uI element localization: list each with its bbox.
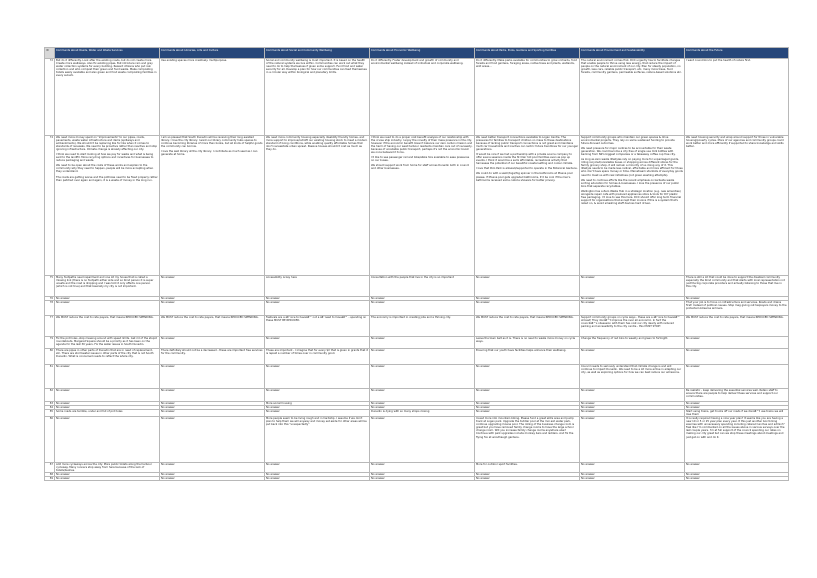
comment-text: Dunedin is dying with so many shops closing <box>371 410 430 414</box>
comment-text: These are important - I imagine that for every $X that is given in grants that it is repaid a number of times over in community good. <box>266 349 368 356</box>
comment-text: No answer <box>56 402 70 406</box>
row-id: 75 <box>45 276 55 297</box>
header-row <box>45 48 789 59</box>
comment-text: No answer <box>581 297 595 300</box>
comment-text: No answer <box>581 473 595 477</box>
table-cell <box>160 410 265 417</box>
column-header-economic: Comments about Economic Wellbeing <box>370 48 475 59</box>
table-cell <box>475 389 580 402</box>
table-cell <box>475 410 580 417</box>
table-cell <box>475 136 580 276</box>
table-body <box>45 59 789 481</box>
comment-text: We need to be open about the costs of these works and explain to the community why they need to happen, people will be more accepting when they understand. <box>56 164 154 174</box>
row-id: 80 <box>45 349 55 365</box>
comment-text: It is really required having a nine year plan? It seems like you are having a new 10 or 5 or 25 year plan every year. It this just another box ticking exercise with unnecessary spending including catered lunches and admin?? Feel like I'm commented on all the issues above in various surveys over the last couple years. I'm at full support of the council spending our rates on making our city great but can we stop these meetings about meetings and just get on with and do it. <box>686 417 785 439</box>
comment-text: More for outdoor sport facilities. <box>476 463 518 467</box>
table-cell <box>55 365 160 389</box>
table-cell <box>685 477 789 481</box>
comment-text: No answer <box>476 297 490 300</box>
table-row <box>45 410 789 417</box>
table-cell <box>265 276 370 297</box>
comment-text: We need housing security and wrap around support for those in vulnerable housing/poverty cycles. More of our agencies and community groups could work better and more efficiently if supported to share knowledge and skills better. <box>686 136 784 149</box>
comment-text: It would be nice if we had a partnership with a private source company to offer sauna sessions inside the St Clair hot pool facilities even as pop up events. I think it would be a semi affordable, recreational activity that harnesses the potential of our beautiful coastal setting and cooler climate. <box>476 153 574 166</box>
table-cell <box>265 301 370 316</box>
comment-text: No answer <box>266 477 280 481</box>
table-cell <box>580 477 685 481</box>
comment-text: No answer <box>581 301 595 305</box>
table-cell <box>370 349 475 365</box>
comment-text: There are pipes in other parts of Dunedin that are in need of replacement, etc. There are stormwater issues in other parts of the city that is not South Dunedin. What is concerned needs to reflect the whole city. <box>56 349 154 359</box>
comment-text: No answer <box>266 365 280 369</box>
table-cell <box>160 477 265 481</box>
comment-text: Change the frequency of red bins to weekly and green to fortnight. <box>581 337 669 341</box>
row-id: 89 <box>45 477 55 481</box>
table-cell <box>370 417 475 463</box>
table-cell <box>580 337 685 349</box>
comment-text: No answer <box>371 477 385 481</box>
comment-text: No answer <box>161 406 175 410</box>
comment-text: No answer <box>686 463 700 467</box>
table-cell <box>370 337 475 349</box>
row-id: 72 <box>45 59 55 136</box>
comment-text: Council needs to seriously understand that climate change is and will continue to impact Dunedin. We need to be a lot more active in adapting our city, as well as exploring options for how we can best reduce our emissions. <box>581 365 682 375</box>
column-header-future: Comments about the Future <box>685 48 789 59</box>
comment-text: No answer <box>161 402 175 406</box>
table-row <box>45 59 789 136</box>
comment-text: No answer <box>161 365 175 369</box>
row-id: 84 <box>45 406 55 410</box>
row-id: 79 <box>45 337 55 349</box>
table-cell <box>475 59 580 136</box>
comment-text: No answer <box>161 417 175 421</box>
table-cell <box>160 337 265 349</box>
comment-text: No answer <box>266 301 280 305</box>
comment-text: Accessibility is key here <box>266 276 297 279</box>
table-cell <box>55 417 160 463</box>
table-cell <box>580 417 685 463</box>
comment-text: No answer <box>161 389 175 393</box>
table-row <box>45 301 789 316</box>
column-header-roads-water-waste: Comments about Roads, Water and Waste Services <box>55 48 160 59</box>
comment-text: Wellington has a Zero Waste Hub in a strategic location (e.g. new amenities) alongside repair cafe with preloved appliances store & tools for DIY plastic free packaging. I'd love to see this here. DCC should offer long term financial support for organisations that accept their invoice if this is a system that's relied on, & avoid smashing staff devices hard driven. <box>581 189 682 205</box>
table-row <box>45 276 789 297</box>
comment-text: Support community groups on cycle ways - these are a â€˜nice to haveâ€™ at best! They donâ€™t improve the over all economic. In fact the councilâ€™s obsession with them has cost our city dearly with reduced parking and accessibility to the city centre - this MUST STOP! <box>581 316 680 329</box>
table-cell <box>265 349 370 365</box>
comment-text: We need pressure for major centres to be accountable for their waste generation. We could become a city free of single use milk bottles with backing from NZ's biggest companies or a takeaway coffee cup free city. <box>581 147 676 157</box>
table-cell <box>160 417 265 463</box>
comment-text: The roads are getting worse and the potholes need to be fixed properly rather than patched over again and again, it is a waste of money in the long run. <box>56 175 158 182</box>
comment-text: Social and community wellbeing is most important. It is based on the health of the natural systems we live within. Communities can work out what they need to do to help themselves if given some support. Fund food and water security for all. Develop a plan for how our communities can feed themselves in a circular way within biological and planetary limits. <box>266 59 367 75</box>
table-cell <box>685 410 789 417</box>
table-cell <box>55 389 160 402</box>
comment-text: Do it differently. Make parks available for communities to grow orchards, food forests and food gardens, foraging areas, native trees and plants, wetlands, wild areas... <box>476 59 577 69</box>
comment-text: No answer <box>371 297 385 300</box>
table-cell <box>160 365 265 389</box>
comment-text: No answer <box>266 473 280 477</box>
row-id: 76 <box>45 297 55 301</box>
table-cell <box>685 349 789 365</box>
table-cell <box>685 365 789 389</box>
column-header-environment: Comments about Environment and Sustainability <box>580 48 685 59</box>
comment-text: No answer <box>371 365 385 369</box>
table-cell <box>160 301 265 316</box>
comment-text: No answer <box>266 389 280 393</box>
row-id: 88 <box>45 473 55 477</box>
table-cell <box>475 301 580 316</box>
comment-text: There is still a lot that could be done to support the disabled community especially the blind community and that starts with local representation not just the big corporate providers and actually listening to those that live in this city. <box>686 276 785 289</box>
comment-text: I love the well library at the city library. I contribute as much seed as I can generate at home. <box>161 150 258 157</box>
comment-text: No answer <box>581 402 595 406</box>
comment-text: We MUST reduce the cost to rate payers, that means REDUCED SPENDING. <box>56 316 154 320</box>
table-row <box>45 477 789 481</box>
table-cell <box>55 463 160 473</box>
comment-text: No answer <box>581 477 595 481</box>
table-cell <box>475 337 580 349</box>
comment-text: No answer <box>476 365 490 369</box>
comment-text: No answer <box>56 297 70 300</box>
table-cell <box>265 463 370 473</box>
table-cell <box>265 59 370 136</box>
comment-text: No answer <box>161 301 175 305</box>
table-cell <box>370 59 475 136</box>
comment-text: No answer <box>161 473 175 477</box>
table-cell <box>265 337 370 349</box>
comment-text: No answer <box>56 301 70 305</box>
comment-text: No answer <box>56 389 70 393</box>
table-cell <box>55 136 160 276</box>
comment-text: No answer <box>371 406 385 410</box>
comment-text: We need more community housing especially disability friendly homes, and more support to improve/retrofit our existing housing stock to meet a modern standard of living conditions, while enabling quality affordable homes that don't necessitate urban sprawl. Passive houses shouldn't cost as much as they do. <box>266 136 368 152</box>
table-cell <box>265 410 370 417</box>
comment-text: No answer <box>161 410 175 414</box>
comment-text: We need better transport connections available to Logan Centre. The pressures for families to transport children on mass to these destinations because of lacking public transport connections is not great and maintains multi car households and inactive car centric future trendlines for our younger generations. <box>476 136 579 152</box>
table-cell <box>160 316 265 337</box>
table-cell <box>55 276 160 297</box>
table-cell <box>265 477 370 481</box>
table-cell <box>580 349 685 365</box>
comment-text: No answer <box>161 337 175 341</box>
table-cell <box>55 337 160 349</box>
table-row <box>45 316 789 337</box>
table-cell <box>265 316 370 337</box>
table-cell <box>160 276 265 297</box>
comment-text: I want councillors to put the health of nature first. <box>686 59 751 62</box>
comment-text: No answer <box>371 301 385 305</box>
comment-text: No answer <box>581 406 595 410</box>
comment-text: No answer <box>686 365 700 369</box>
table-cell <box>475 276 580 297</box>
comment-text: I think we need to start looking at how we pay for waste and what is being sent to the landfill. More recycling options and incentives for businesses to reduce packaging and waste. <box>56 153 154 163</box>
comment-text: More people seem to be living rough and in hardship. I assume if we don't plan to help them we will anyway and money set aside for other areas will be put back into this "unexpectedly" <box>266 417 367 427</box>
comment-text: There definitely should not be a decreased - these are important free services for the community. <box>161 349 263 356</box>
comment-text: No answer <box>371 349 385 353</box>
row-id: 78 <box>45 301 55 316</box>
comment-text: Add more cycleways across the city. More public toilets along the harbour cycleway. Many runners stop away from here because of the lack of toilets/bushes. <box>56 463 152 473</box>
comment-text: I think we need to do a proper cost benefit analysis of our relationship with the cruise ship industry. I enjoy the novelty of their mass presence in the city, however if the economic benefit doesn't balance our zero carbon mission and the harm of having our west harbour residents maintain cars out of necessity, because of unreliable public transport, perhaps it's not the economic boost we once believed it to be. <box>371 136 473 155</box>
row-id: 83 <box>45 402 55 406</box>
comment-text: No answer <box>686 297 700 300</box>
comment-text: We MUST reduce the cost to rate payers, that means REDUCED SPENDING. <box>161 316 259 320</box>
comment-text: We MUST reduce the cost to rate payers, that means REDUCED SPENDING. <box>686 316 784 320</box>
comment-text: No answer <box>266 410 280 414</box>
comment-text: Many footpaths need repairment and one lot my house that is called a missing link (there is no footpath either side and so blind person it is super unsafe and the road is dropping and I was told it only affects one person (which is not true) and that basically my city is not important. <box>56 276 154 289</box>
row-id: 85 <box>45 410 55 417</box>
comment-text: Ensuring that our youth have facilities helps enhance their wellbeing. <box>476 349 567 353</box>
comment-text: No answer <box>476 389 490 393</box>
comment-text: No answer <box>686 337 700 341</box>
comment-text: No answer <box>686 473 700 477</box>
comment-text: No answer <box>476 477 490 481</box>
comment-text: No answer <box>581 410 595 414</box>
comment-text: No answer <box>56 417 70 421</box>
table-row <box>45 136 789 276</box>
comment-text: Start using trains, get trucks off our roads if we donâ€™t use trains we will lose them <box>686 410 784 417</box>
comment-text: No answer <box>266 463 280 467</box>
comment-text: Festivals are a â€˜nice to haveâ€™ not a â€˜need to haveâ€™ - spending on these MUST BE REDUCED. <box>266 316 367 323</box>
column-header-libraries-arts-culture: Comments about Libraries, Arts and Culture <box>160 48 265 59</box>
comment-text: I am so pleased that South Dunedin will be receiving their long awaited library. I love the city library. I want our library community hubs spaces to continue becoming libraries of more than books, but all kinds of helpful goods the community can borrow. <box>161 136 263 149</box>
comment-text: No answer <box>476 301 490 305</box>
comment-text: No answer <box>476 402 490 406</box>
table-cell <box>370 276 475 297</box>
table-cell <box>580 316 685 337</box>
comment-text: We should support work from home for staff across Dunedin both in council and other businesses. <box>371 164 470 171</box>
comment-text: Invest more into mountain biking. Please fund a great skills area and pump track at Logan park. Upgrade the toddler pool at the moi ash water park, continue upgrading moana pool. The rolling of the business change room is great but you have removed family change rooms to have the large school change room. Will you increase family change rooms anywhere else? Continue with park upgrades include monkey bars and ladders. And fix the flying fox at woodhaugh gardens. <box>476 417 575 439</box>
comment-text: No answer <box>476 276 490 279</box>
comment-text: No answer <box>476 410 490 414</box>
comment-text: The economy is important in creating jobs and a thriving city. <box>371 316 451 320</box>
comment-text: More social housing <box>266 402 292 406</box>
comment-text: Do it differently. Foster development and growth of community and environmental wellbeing instead of individual and corporate wellbeing. <box>371 59 464 66</box>
comment-text: No answer <box>476 406 490 410</box>
comment-text: No answer <box>581 463 595 467</box>
table-cell <box>475 349 580 365</box>
table-cell <box>475 365 580 389</box>
table-cell <box>475 316 580 337</box>
comment-text: Use existing spaces more creatively. multipurpose. <box>161 59 228 62</box>
comment-text: No answer <box>581 417 595 421</box>
table-cell <box>685 136 789 276</box>
table-cell <box>580 136 685 276</box>
comment-text: No answer <box>266 406 280 410</box>
comment-text: Some roads are terrible, under and full of pot holes <box>56 410 123 414</box>
comment-text: Be realistic - keep delivering the essential services well. Retain staff to ensure there are people to help deliver these services and support our communities. <box>686 389 778 399</box>
table-cell <box>160 59 265 136</box>
table-cell <box>265 365 370 389</box>
row-id: 87 <box>45 463 55 473</box>
comment-text: No answer <box>161 477 175 481</box>
comment-text: No answer <box>371 463 385 467</box>
comment-text: No answer <box>371 337 385 341</box>
comment-text: No answer <box>686 402 700 406</box>
comment-text: The natural environment comes first. DCC urgently has to facilitate changes that enable people to thrive using less energy, that reduce the impact of people on the natural environment of our city. Plan for steady population, no growth, less cars, reliable public transport, etc, many more trees, food forests, community gardens, permeable surfaces, nature-based solutions etc. <box>581 59 682 75</box>
submissions-table <box>44 47 789 481</box>
table-row <box>45 417 789 463</box>
comment-text: No answer <box>161 463 175 467</box>
row-id: 77 <box>45 316 55 337</box>
table-cell <box>370 410 475 417</box>
table-cell <box>160 389 265 402</box>
table-cell <box>370 316 475 337</box>
comment-text: No answer <box>56 365 70 369</box>
table-cell <box>475 463 580 473</box>
comment-text: No answer <box>266 337 280 341</box>
table-cell <box>370 477 475 481</box>
comment-text: No answer <box>581 389 595 393</box>
comment-text: No answer <box>56 406 70 410</box>
comment-text: No answer <box>581 349 595 353</box>
comment-text: I'd like to see passenger rail and bike/ebike hire available to ease pressures on our buses. <box>371 156 470 163</box>
index-header: ID <box>45 48 55 59</box>
table-cell <box>370 301 475 316</box>
comment-text: But do it differently. Look after the existing roads, but do not create more. Create more walkways. Also fix existing pipes. But introduce rain and grey water collection systems for every building. Reward citizens who put rain collection and who compost their green and food waste. Make composting toilets easily available and also green and food waste composting facilities in every suburb. <box>56 59 157 78</box>
table-cell <box>265 136 370 276</box>
comment-text: Support community groups who maintain our green spaces & drive environmental projects. They rely on some sustained funding to provide future-focused outcomes. <box>581 136 675 146</box>
table-cell <box>55 477 160 481</box>
column-header-parks-pools-sport: Comments about Parks, Pools, Gardens and Sporting facilities <box>475 48 580 59</box>
comment-text: No answer <box>371 389 385 393</box>
table-cell <box>55 301 160 316</box>
table-cell <box>160 349 265 365</box>
table-cell <box>55 316 160 337</box>
table-cell <box>370 463 475 473</box>
table-cell <box>685 276 789 297</box>
comment-text: As long as zero waste lifestyles rely on paying more for unpackaged goods, riding recycled/unreliable buses or shopping across different stores for the family grocery shop, it will remain a minority of us doing any of it. This lifestyle needs to be made less radical, affordable and more efficient for those who don't have spare money or time. Mainstream stockists of everyday goods need to meet us with real initiatives (not green washing attempts). <box>581 158 683 177</box>
comment-text: No answer <box>161 276 175 279</box>
comment-text: We need more money spent on "improvements" to our pipes, roads, pavements, waste water infrastructure and dams (spillways and embankments). We shouldn't be replacing like for like when it comes to standards of renewals. We need to be proactive rather than reactive and stop ignoring infrastructure. Climate change is already affecting our city. <box>56 136 158 152</box>
comment-text: We MUST reduce the cost to rate payers, that means REDUCED SPENDING. <box>476 316 574 320</box>
column-header-social-community: Comments about Social and Community Wellbeing <box>265 48 370 59</box>
comment-text: I love that Polo Park is allowed/supported to operate in the Botanical Gardens. <box>476 167 578 171</box>
comment-text: No answer <box>56 477 70 481</box>
comment-text: No answer <box>371 473 385 477</box>
table-cell <box>685 417 789 463</box>
comment-text: No answer <box>371 417 385 421</box>
table-cell <box>370 136 475 276</box>
table-row <box>45 389 789 402</box>
table-cell <box>475 417 580 463</box>
comment-text: No answer <box>56 473 70 477</box>
table-row <box>45 463 789 473</box>
table-cell <box>685 59 789 136</box>
comment-text: No answer <box>686 349 700 353</box>
table-cell <box>265 417 370 463</box>
table-cell <box>160 136 265 276</box>
table-cell <box>580 59 685 136</box>
table-cell <box>580 389 685 402</box>
comment-text: No answer <box>266 297 280 300</box>
table-cell <box>685 389 789 402</box>
row-id: 74 <box>45 136 55 276</box>
table-cell <box>55 59 160 136</box>
table-cell <box>475 477 580 481</box>
table-cell <box>580 463 685 473</box>
table-cell <box>685 316 789 337</box>
table-cell <box>685 463 789 473</box>
comment-text: No answer <box>686 406 700 410</box>
comment-text: No answer <box>161 297 175 300</box>
comment-text: No answer <box>581 276 595 279</box>
table-cell <box>55 349 160 365</box>
table-row <box>45 337 789 349</box>
comment-text: Consultation with the people that live in the city is so important <box>371 276 454 279</box>
table-cell <box>580 276 685 297</box>
table-row <box>45 349 789 365</box>
table-cell <box>55 410 160 417</box>
table-cell <box>685 337 789 349</box>
comment-text: Leave the town belt as it is. There is no need to waste more money on cycle ways. <box>476 337 576 344</box>
row-id: 82 <box>45 389 55 402</box>
table-cell <box>580 301 685 316</box>
table-cell <box>685 301 789 316</box>
row-id: 81 <box>45 365 55 389</box>
table-cell <box>580 410 685 417</box>
table-cell <box>370 365 475 389</box>
table-cell <box>160 463 265 473</box>
row-id: 86 <box>45 417 55 463</box>
table-row <box>45 365 789 389</box>
comment-text: No answer <box>686 477 700 481</box>
comment-text: We need to continue efforts like the recent emphasis on kerbside waste sorting education for homes & businesses. I love the presence of our public bins that separate recyclables. <box>581 178 680 188</box>
table-cell <box>265 389 370 402</box>
comment-text: We could do with a swim/toga/fog spinner in the bathrooms at Moana pool please. If Moana pool gets upgraded bathrooms, it'd be cool if the men's bathrooms received some cubicle showers for better privacy. <box>476 172 573 182</box>
table-cell <box>580 365 685 389</box>
comment-text: No answer <box>371 402 385 406</box>
comment-text: No answer <box>476 473 490 477</box>
comment-text: Fix the pot holes ,stop messing around with speed limits. Get rid of the stupid roundabouts. Margaret Square should be a priority as it has been on the agenda for the last 30 years. Fix the water issues in South Dunedin. <box>56 337 157 347</box>
comment-text: That your job is to focus on infrastructure and services. Roads and drains first! Instead of political causes. Stop mag giving out taxpayers money to the protected Aotearoa airliners. <box>686 301 787 311</box>
table-cell <box>370 389 475 402</box>
